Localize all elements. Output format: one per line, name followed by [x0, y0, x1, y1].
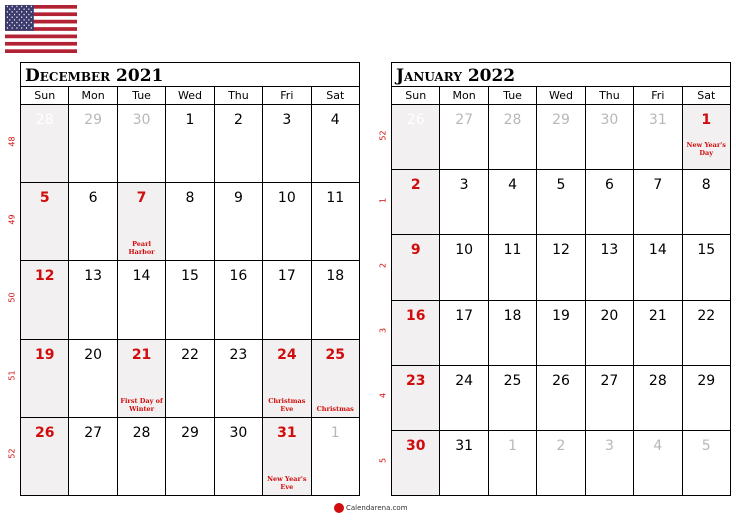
day-cell — [311, 183, 359, 260]
day-number: 18 — [326, 268, 345, 285]
day-cell — [585, 366, 633, 430]
day-cell — [682, 301, 730, 365]
month-title: January 2022 — [392, 63, 730, 87]
day-cell — [682, 366, 730, 430]
day-cell — [488, 366, 536, 430]
day-cell — [633, 170, 681, 234]
week-number: 1 — [378, 197, 388, 203]
weekday-label: Mon — [439, 87, 487, 104]
day-number: 30 — [132, 112, 151, 128]
day-number: 31 — [648, 112, 667, 128]
day-cell — [439, 431, 487, 495]
week-number: 51 — [7, 370, 17, 381]
day-cell — [633, 105, 681, 169]
week-row — [21, 182, 359, 260]
day-cell — [311, 261, 359, 338]
day-cell — [536, 170, 584, 234]
week-number: 3 — [378, 327, 388, 333]
day-cell — [392, 170, 439, 234]
day-number: 14 — [648, 242, 667, 259]
day-number: 6 — [88, 190, 98, 207]
day-cell — [488, 301, 536, 365]
day-number: 14 — [132, 268, 151, 285]
weekday-label: Wed — [165, 87, 213, 104]
day-number: 10 — [277, 190, 296, 207]
day-cell — [68, 183, 116, 260]
day-number: 2 — [233, 112, 243, 128]
day-number: 11 — [503, 242, 522, 259]
day-cell — [21, 340, 68, 417]
day-number: 3 — [604, 437, 614, 454]
day-number: 28 — [503, 112, 522, 128]
week-number: 52 — [378, 129, 388, 141]
day-cell — [68, 418, 116, 495]
day-number: 20 — [84, 346, 103, 363]
day-number: 11 — [326, 190, 345, 207]
month-title: December 2021 — [21, 63, 359, 87]
day-cell — [392, 431, 439, 495]
day-number: 8 — [185, 190, 195, 207]
day-cell — [682, 170, 730, 234]
day-cell — [439, 301, 487, 365]
week-number: 52 — [7, 448, 17, 459]
day-number: 31 — [455, 437, 474, 454]
day-number: 27 — [600, 372, 619, 389]
day-number: 17 — [455, 307, 474, 324]
day-cell — [214, 340, 262, 417]
day-number: 29 — [697, 372, 716, 389]
day-number: 10 — [455, 242, 474, 259]
day-number: 27 — [84, 424, 103, 441]
day-number: 28 — [648, 372, 667, 389]
weekday-label: Sun — [405, 89, 427, 102]
day-number: 13 — [84, 268, 103, 285]
day-cell — [392, 235, 439, 299]
day-number: 17 — [277, 268, 296, 285]
day-cell — [311, 105, 359, 182]
weekday-label: Sat — [682, 87, 730, 104]
week-row — [21, 260, 359, 338]
day-number: 5 — [39, 190, 50, 207]
day-cell — [536, 301, 584, 365]
calendar-december — [20, 62, 360, 496]
weekday-label: Thu — [214, 87, 262, 104]
day-number: 23 — [229, 346, 248, 363]
day-number: 5 — [556, 177, 566, 194]
day-number: 7 — [136, 190, 147, 207]
calendarena-logo-icon — [334, 503, 344, 513]
week-row — [21, 105, 359, 182]
day-number: 1 — [508, 437, 518, 454]
day-number: 16 — [229, 268, 248, 285]
weekday-label: Sat — [311, 87, 359, 104]
day-cell — [633, 235, 681, 299]
day-cell — [165, 105, 213, 182]
weekday-label: Sun — [34, 89, 56, 102]
weekday-label: Fri — [262, 87, 310, 104]
day-cell — [165, 418, 213, 495]
day-number: 30 — [600, 112, 619, 128]
day-cell — [262, 418, 310, 495]
weekday-header — [21, 87, 359, 105]
day-cell — [165, 261, 213, 338]
day-cell — [165, 183, 213, 260]
footer-brand — [334, 503, 408, 513]
day-cell — [488, 170, 536, 234]
day-cell — [21, 418, 68, 495]
day-number: 30 — [229, 424, 248, 441]
day-number: 4 — [330, 112, 340, 128]
day-cell — [536, 431, 584, 495]
us-flag-icon — [5, 5, 77, 53]
day-cell — [117, 183, 165, 260]
day-number: 26 — [34, 424, 55, 441]
week-number: 49 — [7, 214, 17, 225]
day-number: 7 — [653, 177, 663, 194]
weekday-label: Fri — [633, 87, 681, 104]
weekday-label: Mon — [68, 87, 116, 104]
day-number: 19 — [34, 346, 55, 363]
day-number: 19 — [552, 307, 570, 324]
calendar-january — [391, 62, 731, 496]
week-row — [21, 417, 359, 495]
day-number: 29 — [181, 424, 199, 441]
day-cell — [214, 183, 262, 260]
day-number: 4 — [508, 177, 518, 194]
day-number: 5 — [701, 437, 711, 454]
brand-text: Calendarena.com — [346, 504, 408, 512]
day-cell — [585, 431, 633, 495]
week-row — [392, 300, 730, 365]
week-number: 50 — [7, 292, 17, 303]
day-number: 30 — [405, 437, 426, 454]
day-cell — [439, 170, 487, 234]
day-cell — [117, 418, 165, 495]
day-cell — [262, 183, 310, 260]
day-number: 21 — [131, 346, 152, 363]
week-number: 2 — [378, 262, 388, 268]
day-cell — [21, 183, 68, 260]
day-cell — [21, 261, 68, 338]
day-number: 31 — [277, 424, 297, 441]
day-number: 26 — [552, 372, 570, 389]
day-cell — [311, 340, 359, 417]
day-number: 16 — [405, 307, 426, 324]
day-number: 2 — [410, 177, 421, 194]
day-number: 29 — [84, 112, 103, 128]
day-number: 3 — [459, 177, 469, 194]
day-cell — [68, 261, 116, 338]
day-number: 13 — [600, 242, 619, 259]
week-row — [392, 169, 730, 234]
day-cell — [633, 301, 681, 365]
day-cell — [262, 340, 310, 417]
day-number: 1 — [330, 424, 340, 441]
day-cell — [165, 340, 213, 417]
weekday-label: Thu — [585, 87, 633, 104]
day-cell — [633, 366, 681, 430]
holiday-label: First Day of Winter — [120, 396, 163, 413]
holiday-label: New Year's Eve — [267, 475, 307, 492]
day-number: 27 — [455, 112, 474, 128]
day-cell — [214, 105, 262, 182]
day-number: 24 — [455, 372, 474, 389]
day-cell — [682, 105, 730, 169]
day-grid — [21, 105, 359, 495]
day-number: 6 — [604, 177, 614, 194]
day-cell — [585, 170, 633, 234]
day-cell — [392, 301, 439, 365]
day-cell — [536, 366, 584, 430]
day-cell — [439, 366, 487, 430]
day-number: 20 — [600, 307, 619, 324]
day-cell — [633, 431, 681, 495]
day-cell — [262, 105, 310, 182]
day-number: 15 — [181, 268, 199, 285]
week-row — [392, 430, 730, 495]
day-number: 12 — [552, 242, 570, 259]
week-row — [392, 234, 730, 299]
day-cell — [117, 105, 165, 182]
holiday-label: Pearl Harbor — [128, 240, 155, 257]
day-number: 25 — [503, 372, 522, 389]
day-cell — [439, 235, 487, 299]
day-cell — [585, 235, 633, 299]
day-number: 8 — [701, 177, 711, 194]
day-cell — [68, 105, 116, 182]
weekday-header — [392, 87, 730, 105]
day-cell — [682, 235, 730, 299]
day-number: 3 — [282, 112, 292, 128]
weekday-label: Tue — [117, 87, 165, 104]
week-number: 48 — [7, 136, 17, 147]
day-number: 18 — [503, 307, 522, 324]
day-number: 2 — [556, 437, 566, 454]
holiday-label: Christmas — [316, 404, 354, 413]
weekday-label: Wed — [536, 87, 584, 104]
day-cell — [392, 105, 439, 169]
day-cell — [392, 366, 439, 430]
day-number: 22 — [181, 346, 199, 363]
week-row — [21, 339, 359, 417]
day-cell — [439, 105, 487, 169]
day-grid — [392, 105, 730, 495]
day-cell — [117, 340, 165, 417]
day-cell — [117, 261, 165, 338]
day-number: 23 — [405, 372, 426, 389]
day-number: 22 — [697, 307, 716, 324]
day-cell — [214, 261, 262, 338]
holiday-label: Christmas Eve — [268, 396, 306, 413]
day-cell — [214, 418, 262, 495]
day-number: 24 — [277, 346, 297, 363]
day-number: 1 — [701, 112, 712, 128]
day-number: 28 — [132, 424, 151, 441]
day-cell — [585, 105, 633, 169]
day-cell — [585, 301, 633, 365]
day-cell — [311, 418, 359, 495]
day-number: 21 — [648, 307, 667, 324]
day-number: 12 — [34, 268, 55, 285]
day-cell — [536, 105, 584, 169]
day-cell — [682, 431, 730, 495]
day-cell — [488, 235, 536, 299]
day-number: 29 — [552, 112, 570, 128]
day-number: 25 — [325, 346, 345, 363]
day-cell — [536, 235, 584, 299]
day-number: 26 — [406, 112, 425, 128]
week-number: 4 — [378, 392, 388, 398]
day-number: 28 — [35, 112, 54, 128]
weekday-label: Tue — [488, 87, 536, 104]
day-number: 9 — [233, 190, 243, 207]
day-number: 9 — [410, 242, 421, 259]
day-cell — [262, 261, 310, 338]
day-number: 1 — [185, 112, 195, 128]
week-number: 5 — [378, 457, 388, 463]
day-cell — [488, 431, 536, 495]
week-row — [392, 105, 730, 169]
week-row — [392, 365, 730, 430]
day-number: 15 — [697, 242, 716, 259]
day-number: 4 — [653, 437, 663, 454]
holiday-label: New Year's Day — [686, 141, 726, 157]
day-cell — [488, 105, 536, 169]
day-cell — [21, 105, 68, 182]
day-cell — [68, 340, 116, 417]
